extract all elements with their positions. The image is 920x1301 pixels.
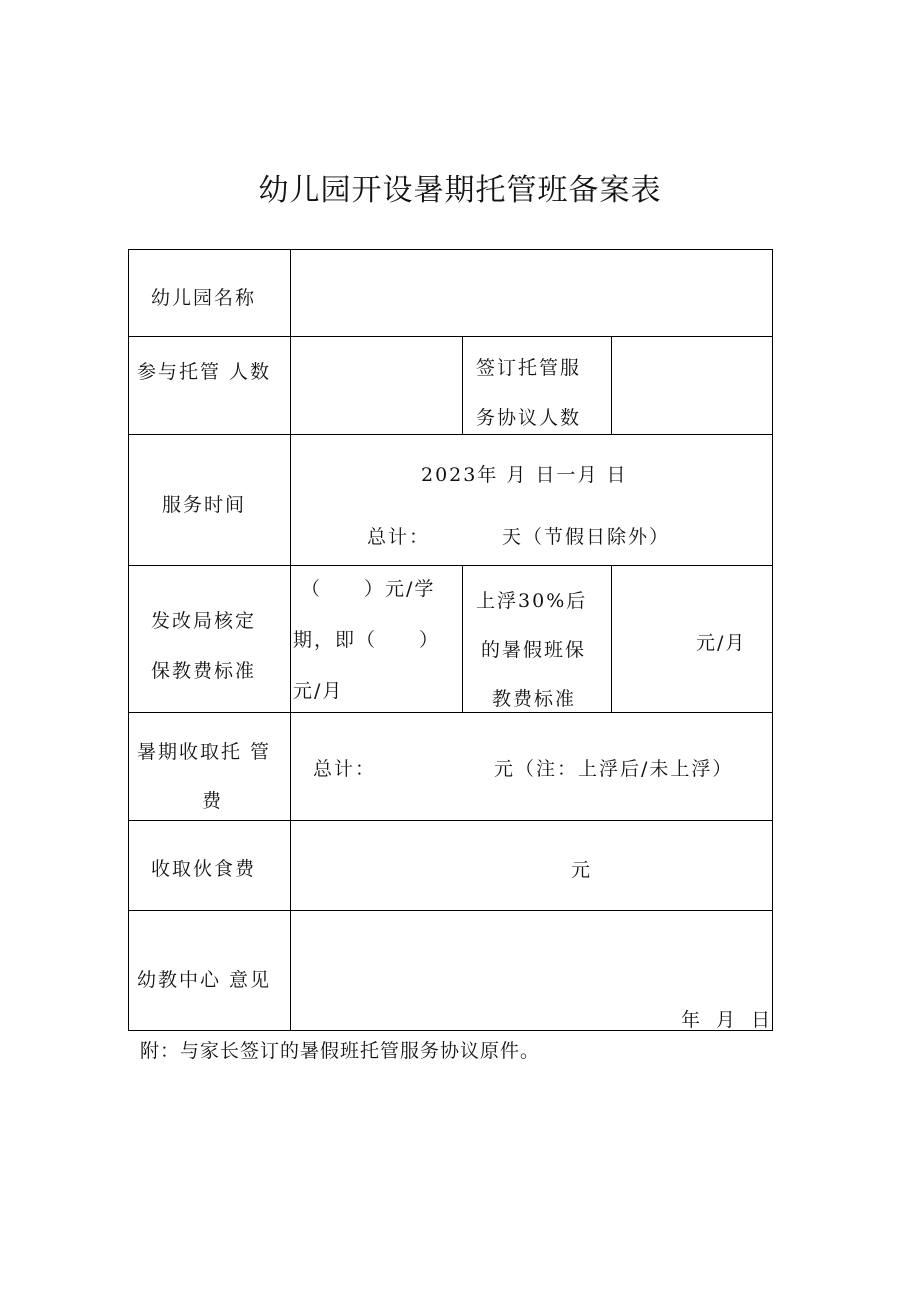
- opinion-input-cell[interactable]: [290, 910, 776, 1031]
- service-total-label: 总计：: [367, 526, 431, 548]
- name-label: 幼儿园名称: [151, 287, 257, 309]
- float-fee-label-line1: 上浮30%后: [476, 590, 588, 612]
- semester-fee-line1: （ ）元/学: [301, 578, 436, 600]
- semester-fee-line3: 元/月: [293, 680, 344, 702]
- service-time-label: 服务时间: [162, 494, 247, 516]
- page-title: 幼儿园开设暑期托管班备案表: [258, 173, 662, 208]
- summer-fee-total-label: 总计：: [313, 758, 377, 780]
- float-fee-input-cell[interactable]: [611, 565, 773, 713]
- service-time-label-cell: [128, 434, 291, 566]
- name-input-cell[interactable]: [290, 249, 773, 337]
- meal-fee-input-cell[interactable]: [290, 820, 773, 911]
- fee-standard-label-line2: 保教费标准: [151, 660, 257, 682]
- opinion-date: 年 月 日: [681, 1009, 776, 1031]
- summer-fee-label-cell: [128, 712, 291, 821]
- service-time-input-cell[interactable]: [290, 434, 773, 566]
- meal-fee-unit: 元: [571, 859, 593, 881]
- float-fee-unit: 元/月: [696, 632, 747, 654]
- participants-label-cell: [128, 336, 291, 435]
- float-fee-label-line2: 的暑假班保: [481, 639, 587, 661]
- semester-fee-cell[interactable]: [290, 565, 463, 713]
- summer-fee-input-cell[interactable]: [290, 712, 773, 821]
- fee-standard-label-line1: 发改局核定: [151, 610, 257, 632]
- meal-fee-label-cell: [128, 820, 291, 911]
- agreement-input-cell[interactable]: [611, 336, 773, 435]
- summer-fee-label-line2: 费: [202, 790, 224, 812]
- name-label-cell: [128, 249, 291, 337]
- service-days-text: 天（节假日除外）: [502, 526, 671, 548]
- float-fee-label-line3: 教费标准: [492, 688, 577, 710]
- service-date-text: 年 月 日一月 日: [477, 464, 628, 486]
- meal-fee-label: 收取伙食费: [151, 858, 257, 880]
- footer-note: 附：与家长签订的暑假班托管服务协议原件。: [140, 1040, 541, 1062]
- service-year: 2023: [421, 464, 478, 486]
- semester-fee-line2: 期，即（ ）: [293, 629, 441, 651]
- fee-standard-label-cell: [128, 565, 291, 713]
- service-date-range: [421, 460, 627, 487]
- opinion-label-cell: [128, 910, 291, 1031]
- agreement-label-line1: 签订托管服: [476, 357, 582, 379]
- float-percent: 30%: [518, 590, 567, 612]
- summer-fee-note: 元（注：上浮后/未上浮）: [494, 758, 734, 780]
- agreement-label-cell: [462, 336, 612, 435]
- agreement-label-line2: 务协议人数: [476, 407, 582, 429]
- participants-label: 参与托管 人数: [137, 361, 272, 383]
- opinion-label: 幼教中心 意见: [137, 969, 272, 991]
- summer-fee-label-line1: 暑期收取托 管: [137, 741, 272, 763]
- float-fee-label-cell: [462, 565, 612, 713]
- participants-input-cell[interactable]: [290, 336, 463, 435]
- filing-form-table: [128, 249, 776, 1031]
